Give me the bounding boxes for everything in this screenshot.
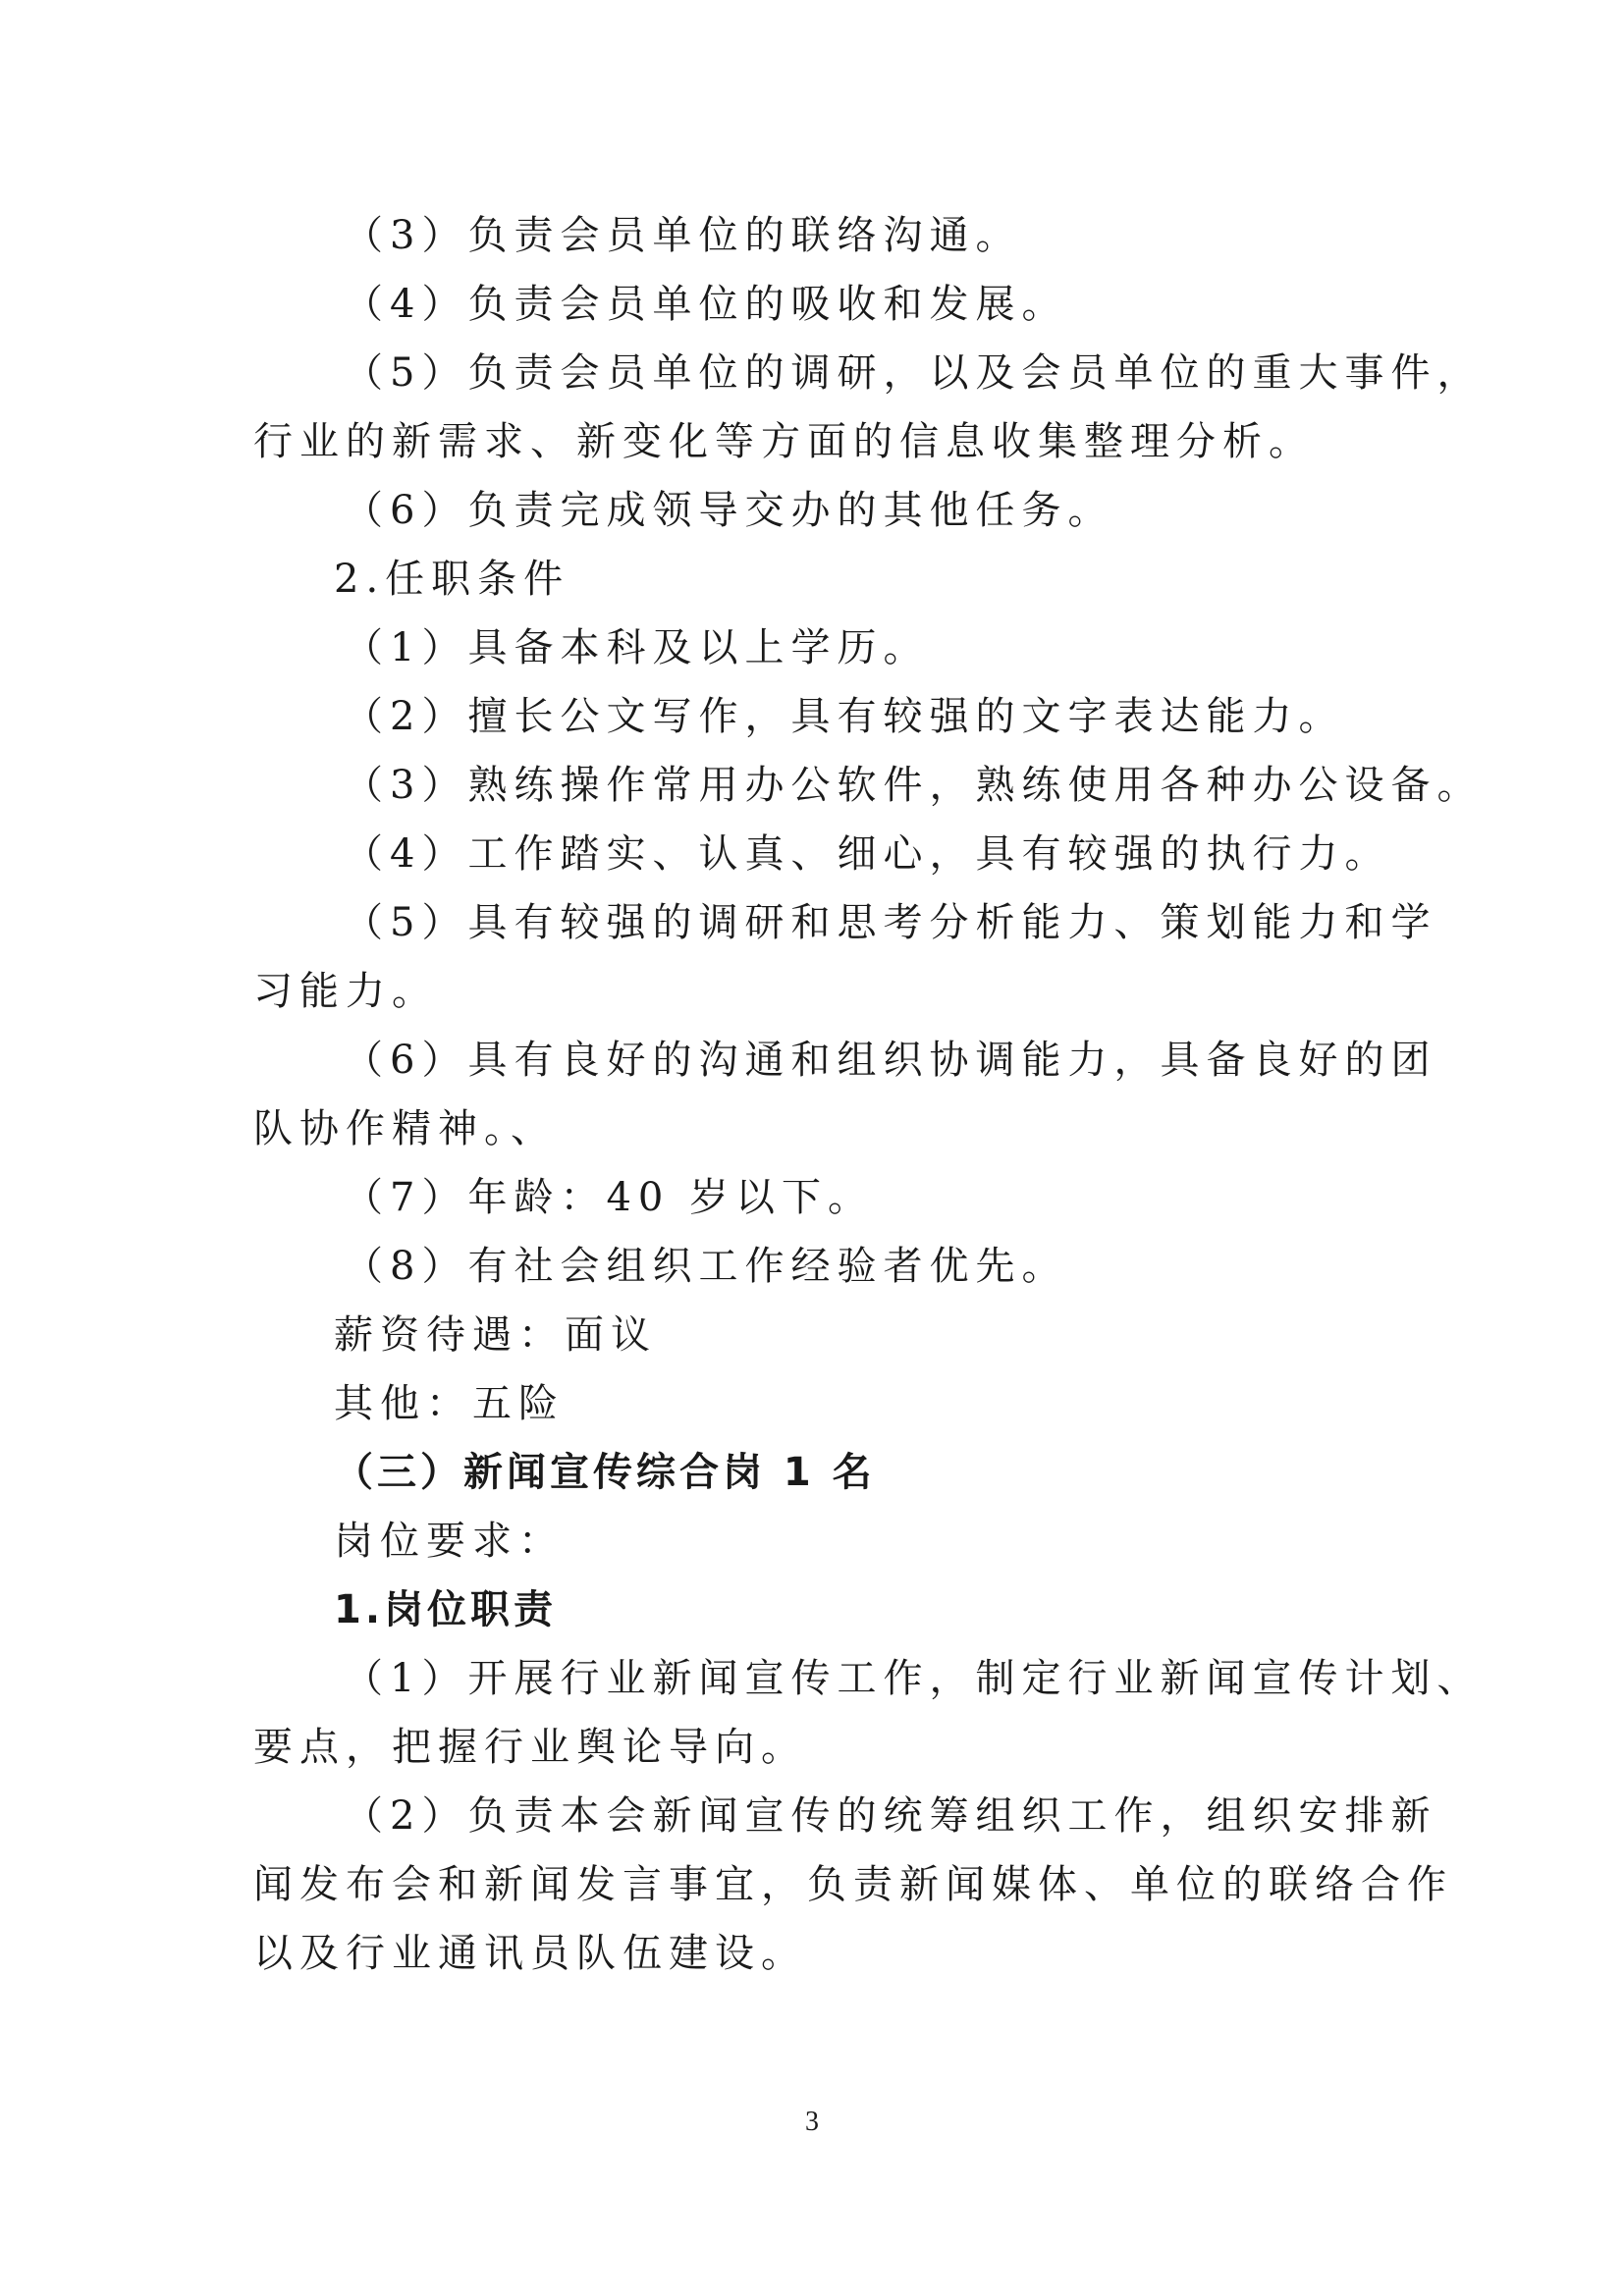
position-requirements-label: 岗位要求：	[334, 1519, 565, 1564]
duty-item-6: （6）负责完成领导交办的其他任务。	[344, 488, 1114, 533]
section-heading-qualifications: 2.任职条件	[334, 557, 570, 602]
qualification-item-8: （8）有社会组织工作经验者优先。	[344, 1244, 1068, 1289]
duty-item-3: （3）负责会员单位的联络沟通。	[344, 213, 1022, 258]
qualification-item-1: （1）具备本科及以上学历。	[344, 625, 930, 670]
page-number: 3	[805, 2107, 819, 2137]
news-duty-item-2-line-3: 以及行业通讯员队伍建设。	[253, 1931, 807, 1976]
news-duty-item-1-line-1: （1）开展行业新闻宣传工作，制定行业新闻宣传计划、	[344, 1656, 1484, 1701]
news-duty-item-1-line-2: 要点，把握行业舆论导向。	[253, 1725, 807, 1770]
other-benefits-line: 其他：五险	[334, 1381, 565, 1426]
duty-item-5-line-2: 行业的新需求、新变化等方面的信息收集整理分析。	[253, 419, 1315, 464]
qualification-item-7: （7）年龄：40 岁以下。	[344, 1175, 875, 1220]
qualification-item-6-line-2: 队协作精神。、	[253, 1106, 557, 1151]
qualification-item-5-line-1: （5）具有较强的调研和思考分析能力、策划能力和学	[344, 900, 1437, 945]
salary-line: 薪资待遇：面议	[334, 1312, 657, 1358]
news-duty-item-2-line-1: （2）负责本会新闻宣传的统筹组织工作，组织安排新	[344, 1793, 1437, 1839]
page-body	[253, 201, 1484, 1988]
news-duty-item-2-line-2: 闻发布会和新闻发言事宜，负责新闻媒体、单位的联络合作	[253, 1862, 1453, 1907]
position-heading: （三）新闻宣传综合岗 1 名	[334, 1450, 876, 1495]
duty-item-4: （4）负责会员单位的吸收和发展。	[344, 282, 1068, 327]
qualification-item-3: （3）熟练操作常用办公软件，熟练使用各种办公设备。	[344, 763, 1484, 808]
qualification-item-5-line-2: 习能力。	[253, 969, 438, 1014]
qualification-item-2: （2）擅长公文写作，具有较强的文字表达能力。	[344, 694, 1345, 739]
qualification-item-6-line-1: （6）具有良好的沟通和组织协调能力，具备良好的团	[344, 1038, 1437, 1083]
qualification-item-4: （4）工作踏实、认真、细心，具有较强的执行力。	[344, 831, 1391, 877]
section-heading-duties: 1.岗位职责	[334, 1587, 558, 1632]
duty-item-5-line-1: （5）负责会员单位的调研，以及会员单位的重大事件，	[344, 350, 1484, 396]
